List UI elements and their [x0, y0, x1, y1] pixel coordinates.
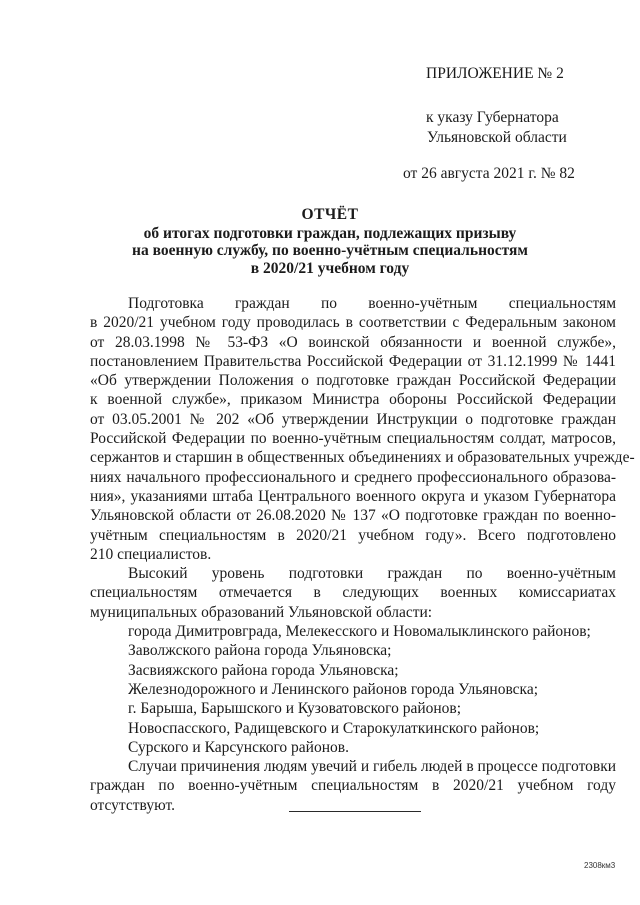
report-heading [90, 206, 570, 277]
document-code: 2308км3 [584, 861, 616, 870]
text-line: граждан по военно-учётным специальностям в 2020/21 учебном году [90, 777, 616, 795]
commissariat-list-item: города Димитровграда, Мелекесского и Новомалыклинского районов; [128, 623, 591, 641]
commissariat-list-item: Новоспасского, Радищевского и Старокулаткинского районов; [128, 719, 540, 737]
text-line: Российской Федерации по военно-учётным специальностям солдат, матросов, [90, 430, 616, 448]
text-line: от 28.03.1998 № 53-ФЗ «О воинской обязанности и военной службе», [90, 333, 616, 351]
text-line: Случаи причинения людям увечий и гибель людей в процессе подготовки [128, 758, 617, 776]
paragraph-high-level-commissariats [90, 564, 616, 757]
text-line: Высокий уровень подготовки граждан по военно-учётным [128, 565, 616, 583]
text-line: Ульяновской области от 26.08.2020 № 137 «О подготовке граждан по военно- [90, 507, 616, 525]
text-line: ниях начального профессионального и среднего профессионального образова- [90, 468, 616, 486]
text-line: специальностям отмечается в следующих военных комиссариатах [90, 584, 616, 602]
decree-reference-line2: Ульяновской области [427, 129, 567, 146]
report-subtitle-line: на военную службу, по военно-учётным специальностям [132, 242, 528, 259]
commissariat-list-item: Сурского и Карсунского районов. [128, 738, 349, 756]
text-line: Подготовка граждан по военно-учётным специальностям [128, 295, 616, 312]
commissariat-list-item: Засвияжского района города Ульяновска; [128, 661, 399, 679]
commissariat-list-item: Железнодорожного и Ленинского районов города Ульяновска; [128, 680, 539, 698]
text-line: в 2020/21 учебном году проводилась в соответствии с Федеральным законом [90, 314, 616, 332]
commissariat-list-item: г. Барыша, Барышского и Кузоватовского районов; [128, 700, 462, 718]
decree-date: от 26 августа 2021 г. № 82 [403, 165, 575, 182]
appendix-title: ПРИЛОЖЕНИЕ № 2 [426, 65, 564, 82]
paragraph-incidents [90, 757, 616, 815]
report-body [90, 294, 635, 815]
text-line: к военной службе», приказом Министра обороны Российской Федерации [90, 391, 616, 409]
commissariat-list-item: Заволжского района города Ульяновска; [128, 642, 392, 660]
text-line: муниципальных образований Ульяновской области: [90, 603, 433, 621]
paragraph-training-basis [90, 294, 635, 564]
text-line: «Об утверждении Положения о подготовке граждан Российской Федерации [90, 372, 616, 390]
text-line: от 03.05.2001 № 202 «Об утверждении Инструкции о подготовке граждан [90, 410, 616, 428]
text-line: отсутствуют. [90, 796, 175, 814]
text-line: 210 специалистов. [90, 545, 212, 563]
text-line: постановлением Правительства Российской Федерации от 31.12.1999 № 1441 [90, 352, 616, 370]
text-line: учётным специальностям в 2020/21 учебном году». Всего подготовлено [90, 526, 616, 544]
report-subtitle-line: в 2020/21 учебном году [250, 259, 410, 277]
report-title: ОТЧЁТ [301, 206, 359, 223]
report-subtitle-line: об итогах подготовки граждан, подлежащих призыву [143, 224, 517, 242]
text-line: сержантов и старшин в общественных объединениях и образовательных учрежде- [90, 449, 635, 467]
closing-rule-line [289, 811, 421, 812]
text-line: ния», указаниями штаба Центрального военного округа и указом Губернатора [90, 487, 616, 505]
decree-reference-line1: к указу Губернатора [426, 109, 559, 126]
appendix-block [400, 64, 590, 184]
